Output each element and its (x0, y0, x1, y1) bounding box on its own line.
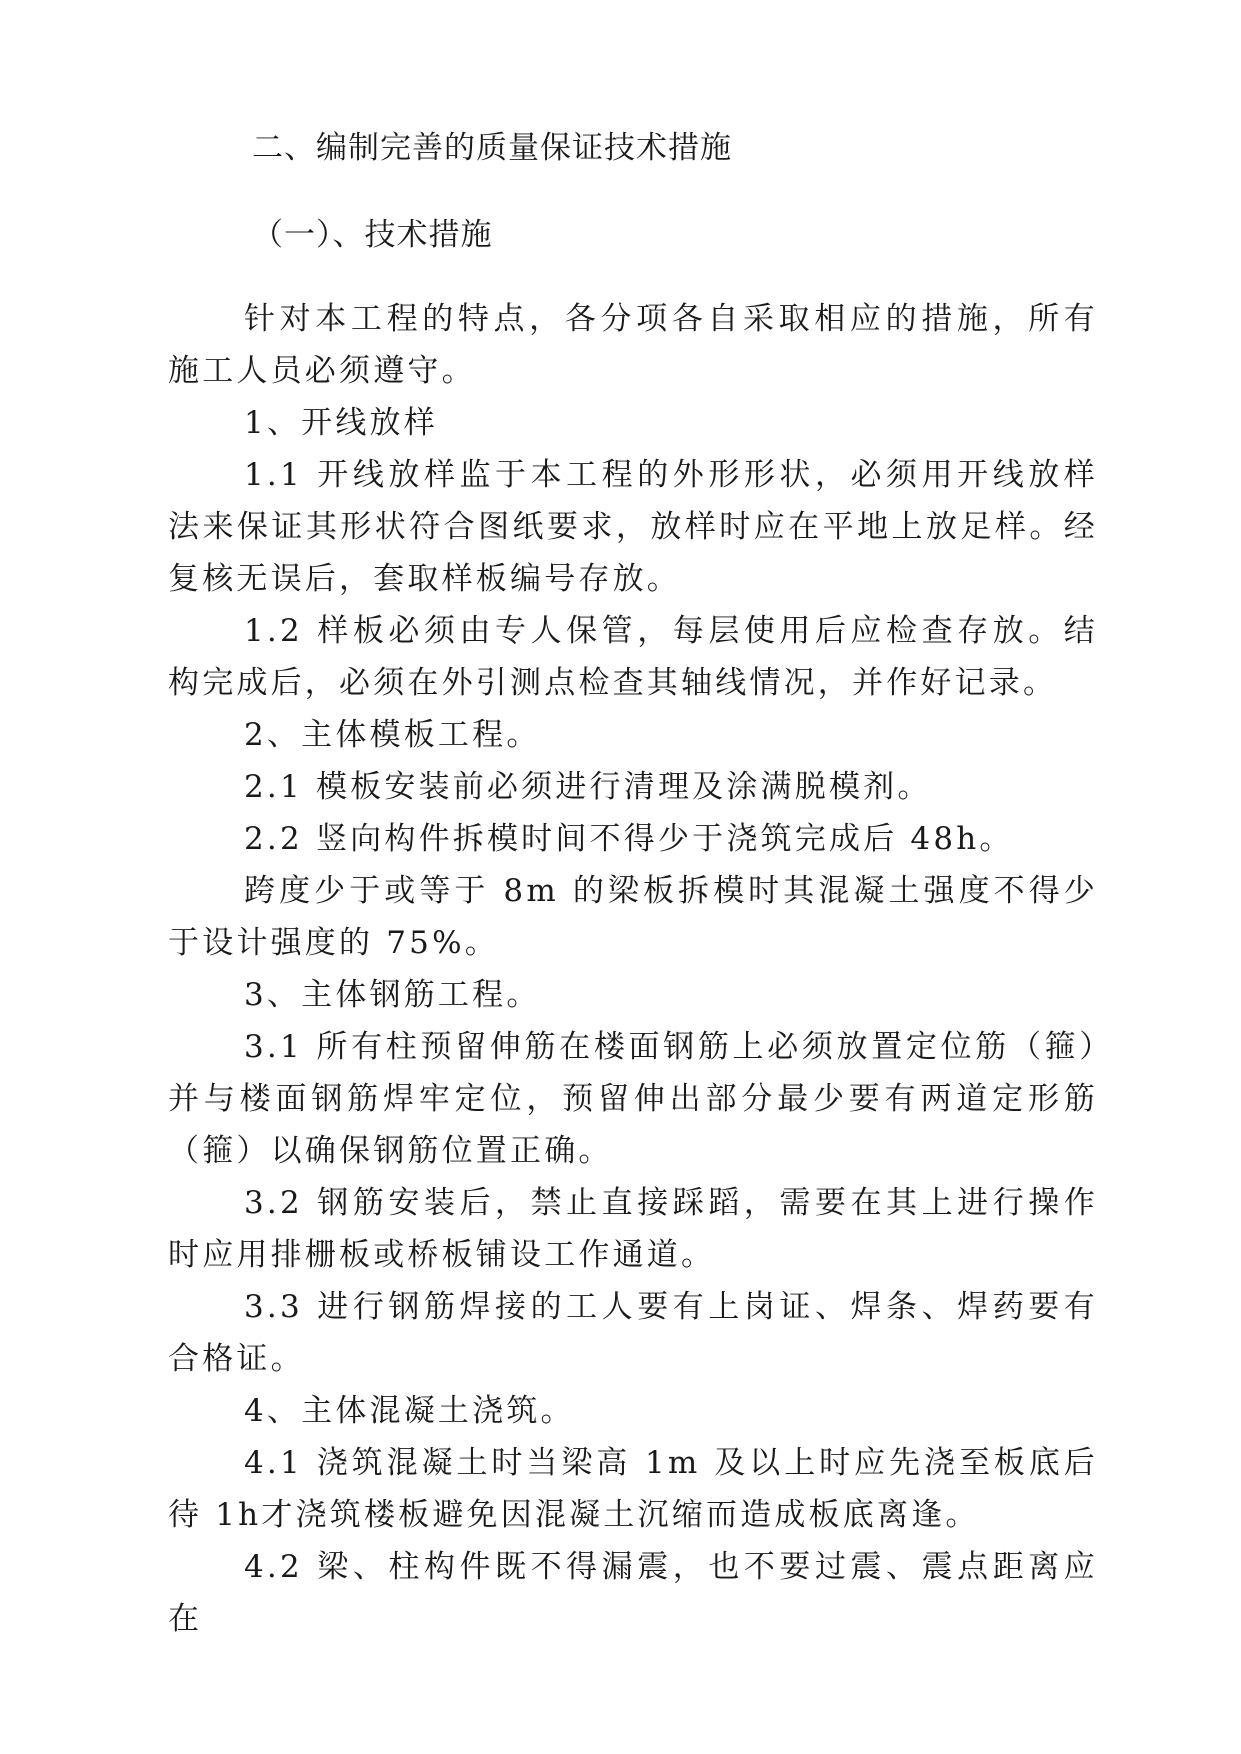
section-heading: 二、编制完善的质量保证技术措施 (252, 130, 732, 166)
paragraph-4-1: 4.1 浇筑混凝土时当梁高 1m 及以上时应先浇至板底后待 1h才浇筑楼板避免因混凝土沉缩而造成板底离逢。 (168, 1445, 1098, 1533)
paragraph-1-2: 1.2 样板必须由专人保管，每层使用后应检查存放。结构完成后，必须在外引测点检查其轴线情况，并作好记录。 (168, 613, 1098, 701)
paragraph-span-note: 跨度少于或等于 8m 的梁板拆模时其混凝土强度不得少于设计强度的 75%。 (168, 873, 1098, 961)
paragraph-3-2: 3.2 钢筋安装后，禁止直接踩蹈，需要在其上进行操作时应用排栅板或桥板铺设工作通道。 (168, 1185, 1098, 1273)
item-heading-3: 3、主体钢筋工程。 (244, 977, 541, 1013)
paragraph-2-2: 2.2 竖向构件拆模时间不得少于浇筑完成后 48h。 (244, 821, 1014, 857)
paragraph-intro: 针对本工程的特点，各分项各自采取相应的措施，所有施工人员必须遵守。 (168, 301, 1098, 389)
paragraph-3-1: 3.1 所有柱预留伸筋在楼面钢筋上必须放置定位筋（箍）并与楼面钢筋焊牢定位，预留伸出部分最少要有两道定形筋（箍）以确保钢筋位置正确。 (168, 1029, 1098, 1169)
paragraph-1-1: 1.1 开线放样监于本工程的外形形状，必须用开线放样法来保证其形状符合图纸要求，放样时应在平地上放足样。经复核无误后，套取样板编号存放。 (168, 457, 1098, 597)
paragraph-3-3: 3.3 进行钢筋焊接的工人要有上岗证、焊条、焊药要有合格证。 (168, 1289, 1098, 1377)
paragraph-2-1: 2.1 模板安装前必须进行清理及涂满脱模剂。 (244, 769, 932, 805)
item-heading-1: 1、开线放样 (244, 405, 438, 441)
item-heading-2: 2、主体模板工程。 (244, 717, 541, 753)
paragraph-4-2: 4.2 梁、柱构件既不得漏震，也不要过震、震点距离应在 (168, 1549, 1098, 1637)
document-body (168, 122, 1098, 1645)
subsection-heading: （一）、技术措施 (252, 217, 493, 253)
item-heading-4: 4、主体混凝土浇筑。 (244, 1393, 575, 1429)
